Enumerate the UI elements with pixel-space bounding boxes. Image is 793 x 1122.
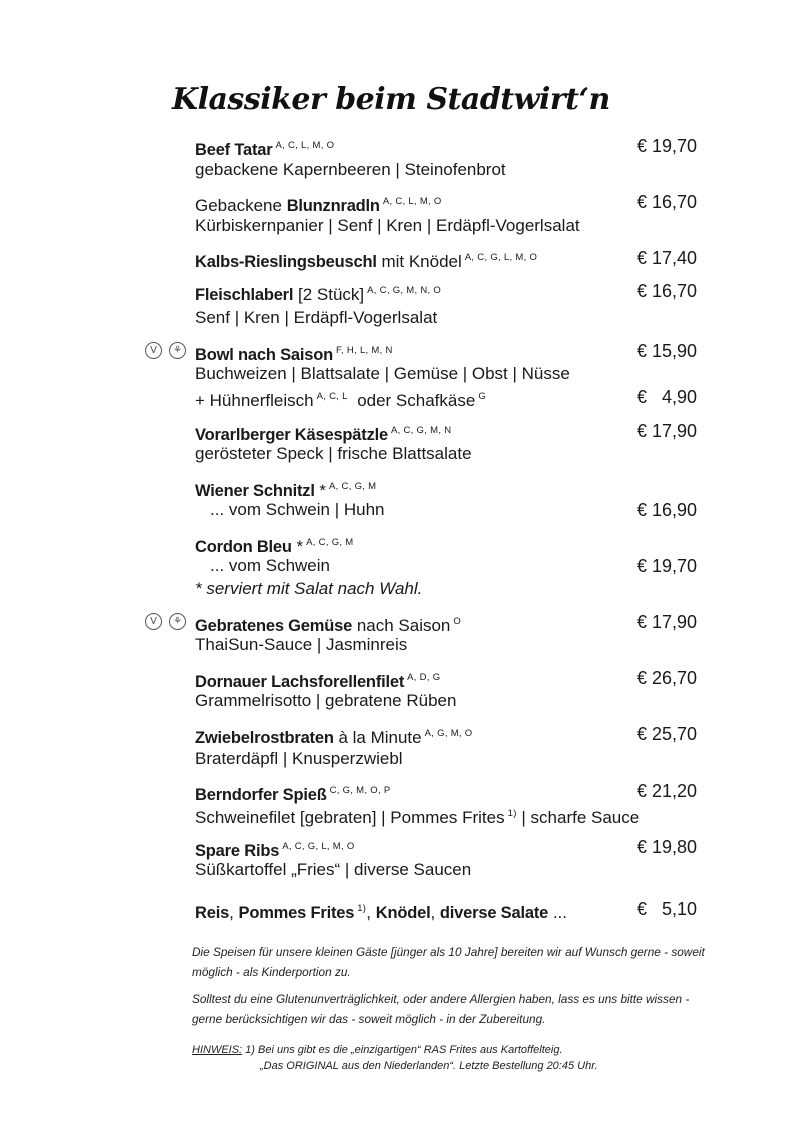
item-description: Grammelrisotto | gebratene Rüben	[195, 691, 457, 710]
item-name: Spare Ribs	[195, 842, 280, 860]
item-description: Kürbiskernpanier | Senf | Kren | Erdäpfl-Vogerlsalat	[195, 216, 580, 235]
sides-line	[0, 898, 793, 922]
ellipsis: ...	[548, 903, 568, 922]
menu-item-gemuese	[0, 611, 793, 635]
item-price: € 26,70	[637, 668, 698, 688]
allergen-codes: A, C, G, M, N	[390, 425, 452, 436]
item-description: Braterdäpfl | Knusperzwiebl	[195, 749, 403, 768]
separator: ,	[366, 903, 376, 922]
item-name: Wiener Schnitzl	[195, 482, 315, 500]
allergen-codes: A, D, G	[407, 672, 441, 683]
separator: ,	[430, 903, 440, 922]
side-dumpling: Knödel	[375, 904, 431, 922]
allergen-codes: A, C, G, M, N, O	[367, 285, 442, 296]
allergen-codes: F, H, L, M, N	[336, 345, 393, 356]
allergen-codes: A, C, L, M, O	[382, 196, 442, 207]
item-description: ... vom Schwein	[210, 556, 330, 575]
footnote-ref: 1)	[507, 808, 517, 819]
item-name: Vorarlberger Käsespätzle	[195, 426, 388, 444]
item-name: Beef Tatar	[195, 141, 273, 159]
diet-icons	[145, 611, 189, 633]
side-salad-note: * serviert mit Salat nach Wahl.	[195, 579, 423, 598]
item-description	[195, 803, 639, 829]
item-name: Kalbs-Rieslingsbeuschl	[195, 253, 377, 271]
footnote-ref: 1)	[357, 903, 367, 914]
allergen-codes: A, C, G, L, M, O	[282, 841, 355, 852]
item-description: Buchweizen | Blattsalate | Gemüse | Obst | Nüsse	[195, 364, 570, 383]
item-price: € 21,20	[637, 781, 698, 801]
hint-line-1: 1) Bei uns gibt es die „einzigartigen“ RAS Frites aus Kartoffelteig.	[242, 1044, 563, 1056]
item-name: Cordon Bleu	[195, 538, 292, 556]
menu-item-bowl	[0, 340, 793, 364]
item-price: € 17,40	[637, 248, 698, 268]
hint-label: HINWEIS:	[192, 1044, 243, 1056]
item-description: gerösteter Speck | frische Blattsalate	[195, 444, 472, 463]
item-prefix: Gebackene	[195, 196, 287, 215]
item-price: € 17,90	[637, 421, 698, 441]
hint-note	[192, 1042, 712, 1074]
menu-item-beuschl	[0, 247, 793, 271]
menu-item-schnitzel	[0, 476, 793, 500]
item-name: Zwiebelrostbraten	[195, 729, 334, 747]
allergen-codes: C, G, M, O, P	[329, 785, 391, 796]
description-part: | scharfe Sauce	[516, 808, 640, 827]
side-rice: Reis	[195, 904, 230, 922]
addon-chicken: + Hühnerfleisch	[195, 391, 314, 410]
allergen-codes: A, C, L	[316, 391, 348, 402]
item-suffix: *	[291, 537, 304, 556]
item-suffix: mit Knödel	[376, 252, 462, 271]
schnitzel-variant	[0, 499, 793, 523]
menu-item-beef-tatar	[0, 135, 793, 159]
menu-item-kaesespaetzle	[0, 420, 793, 444]
side-fries: Pommes Frites	[238, 904, 355, 922]
item-price: € 17,90	[637, 612, 698, 632]
item-price: € 25,70	[637, 724, 698, 744]
menu-item-fleischlaberl	[0, 280, 793, 304]
item-suffix: nach Saison	[352, 616, 451, 635]
allergy-note: Solltest du eine Glutenunverträglichkeit, oder andere Allergien haben, lass es uns bitte wissen - gerne berücksichtigen wir das - soweit möglich - in der Zubereitung.	[192, 992, 690, 1026]
item-name: Berndorfer Spieß	[195, 786, 327, 804]
item-name: Fleischlaberl	[195, 286, 294, 304]
allergen-codes: O	[453, 616, 462, 627]
item-price: € 16,90	[637, 500, 698, 520]
item-description: ThaiSun-Sauce | Jasminreis	[195, 635, 408, 654]
gluten-free-icon: ⚘	[169, 342, 186, 359]
allergen-codes: G	[478, 391, 487, 402]
hint-line-2: „Das ORIGINAL aus den Niederlanden“. Letzte Bestellung 20:45 Uhr.	[260, 1060, 598, 1072]
gluten-free-icon: ⚘	[169, 613, 186, 630]
bowl-addon	[0, 386, 793, 410]
menu-title: Klassiker beim Stadtwirt‘n	[172, 82, 610, 117]
separator: ,	[229, 903, 239, 922]
item-description: ... vom Schwein | Huhn	[210, 500, 385, 519]
menu-item-spare-ribs	[0, 836, 793, 860]
item-description: gebackene Kapernbeeren | Steinofenbrot	[195, 160, 506, 179]
item-suffix: [2 Stück]	[293, 285, 365, 304]
menu-item-spiess	[0, 780, 793, 804]
item-price: € 19,70	[637, 556, 698, 576]
addon-price: € 4,90	[637, 387, 698, 407]
menu-item-zwiebelrostbraten	[0, 723, 793, 747]
item-price: € 19,70	[637, 136, 698, 156]
item-price: € 19,80	[637, 837, 698, 857]
allergen-codes: A, G, M, O	[424, 728, 473, 739]
menu-item-cordon-bleu	[0, 532, 793, 556]
item-suffix: à la Minute	[333, 728, 422, 747]
item-suffix: *	[314, 481, 327, 500]
allergen-codes: A, C, G, M	[306, 537, 354, 548]
item-description: Süßkartoffel „Fries“ | diverse Saucen	[195, 860, 472, 879]
item-description: Senf | Kren | Erdäpfl-Vogerlsalat	[195, 308, 438, 327]
allergen-codes: A, C, G, L, M, O	[464, 252, 538, 263]
diet-icons	[145, 340, 189, 362]
allergen-codes: A, C, L, M, O	[275, 140, 335, 151]
side-salads: diverse Salate	[439, 904, 549, 922]
item-name: Dornauer Lachsforellenfilet	[195, 673, 405, 691]
menu-item-lachsforelle	[0, 667, 793, 691]
sides-price: € 5,10	[637, 899, 698, 919]
item-price: € 15,90	[637, 341, 698, 361]
item-price: € 16,70	[637, 192, 698, 212]
kids-note: Die Speisen für unsere kleinen Gäste [jünger als 10 Jahre] bereiten wir auf Wunsch gerne - soweit möglich - als Kinderportion zu.	[192, 945, 705, 979]
item-name: Gebratenes Gemüse	[195, 617, 353, 635]
addon-sheep-cheese: oder Schafkäse	[357, 391, 476, 410]
menu-item-blunznradln	[0, 191, 793, 215]
item-name: Bowl nach Saison	[195, 346, 333, 364]
item-name: Blunznradln	[286, 197, 380, 215]
description-part: Schweinefilet [gebraten] | Pommes Frites	[195, 808, 505, 827]
cordon-variant	[0, 555, 793, 579]
vegan-icon: V	[145, 613, 162, 630]
item-price: € 16,70	[637, 281, 698, 301]
allergen-codes: A, C, G, M	[329, 481, 377, 492]
vegan-icon: V	[145, 342, 162, 359]
